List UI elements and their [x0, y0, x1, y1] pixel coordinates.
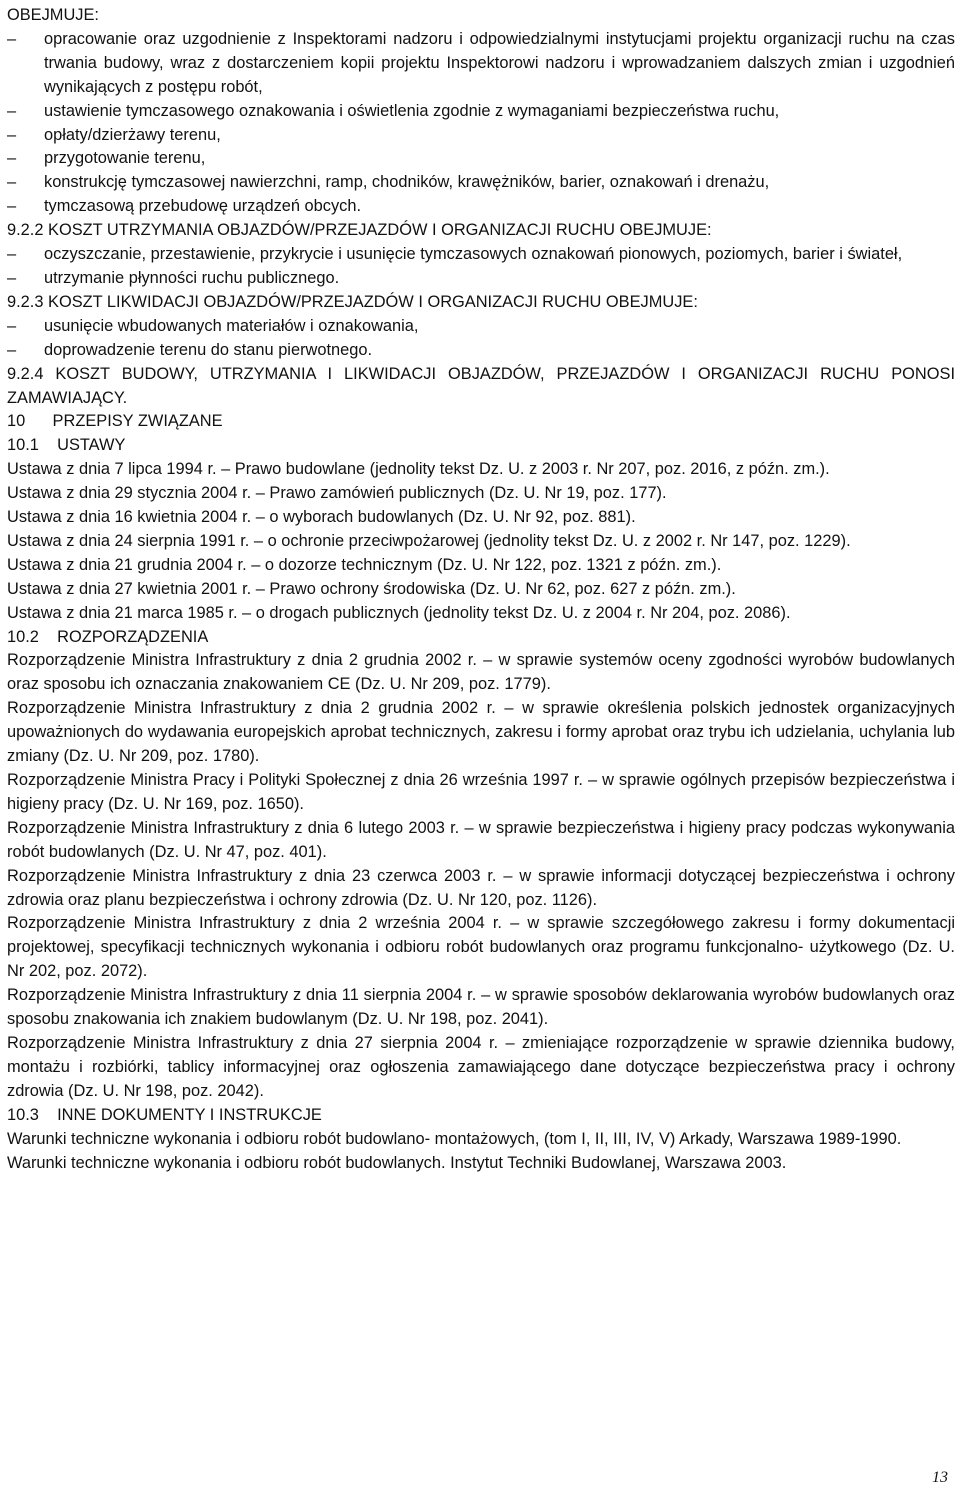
- rozporzadzenie-entry: Rozporządzenie Ministra Infrastruktury z dnia 2 grudnia 2002 r. – w sprawie systemów oceny zgodności wyrobów budowlanych oraz sposobu ich oznaczania znakowaniem CE (Dz. U. Nr 209, poz. 1779).: [7, 651, 955, 694]
- rozporzadzenia-list: [7, 649, 955, 1103]
- ustawa-entry: Ustawa z dnia 16 kwietnia 2004 r. – o wyborach budowlanych (Dz. U. Nr 92, poz. 881).: [7, 508, 636, 527]
- section-10-3-heading: 10.3 INNE DOKUMENTY I INSTRUKCJE: [7, 1105, 322, 1124]
- rozporzadzenie-entry: Rozporządzenie Ministra Infrastruktury z dnia 6 lutego 2003 r. – w sprawie bezpieczeństwa i higieny pracy podczas wykonywania robót budowlanych (Dz. U. Nr 47, poz. 401).: [7, 818, 955, 861]
- ustawa-entry: Ustawa z dnia 27 kwietnia 2001 r. – Prawo ochrony środowiska (Dz. U. Nr 62, poz. 627 z późn. zm.).: [7, 579, 736, 598]
- ustawa-entry: Ustawa z dnia 21 marca 1985 r. – o drogach publicznych (jednolity tekst Dz. U. z 2004 r. Nr 204, poz. 2086).: [7, 603, 791, 622]
- rozporzadzenie-entry: Rozporządzenie Ministra Infrastruktury z dnia 2 grudnia 2002 r. – w sprawie określenia polskich jednostek organizacyjnych upoważnionych do wydawania europejskich aprobat technicznych, zakresu i formy aprobat oraz trybu ich udzielania, uchylania lub zmiany (Dz. U. Nr 209, poz. 1780).: [7, 699, 955, 766]
- ustawa-entry: Ustawa z dnia 29 stycznia 2004 r. – Prawo zamówień publicznych (Dz. U. Nr 19, poz. 177).: [7, 484, 667, 503]
- list-item-text: utrzymanie płynności ruchu publicznego.: [44, 268, 340, 287]
- list-item: – opracowanie oraz uzgodnienie z Inspektorami nadzoru i odpowiedzialnymi instytucjami projektu organizacji ruchu na czas trwania budowy, wraz z dostarczeniem kopii projektu Inspektorowi nadzoru i wprowadzaniem dalszych zmian i uzgodnień wynikających z postępu robót,: [7, 28, 955, 100]
- list-item-text: przygotowanie terenu,: [44, 149, 206, 168]
- section-10-2-heading: 10.2 ROZPORZĄDZENIA: [7, 627, 209, 646]
- dokument-entry: Warunki techniczne wykonania i odbioru robót budowlano- montażowych, (tom I, II, III, IV, V) Arkady, Warszawa 1989-1990.: [7, 1129, 902, 1148]
- section-9-2-2-heading: 9.2.2 KOSZT UTRZYMANIA OBJAZDÓW/PRZEJAZDÓW I ORGANIZACJI RUCHU OBEJMUJE:: [7, 221, 712, 240]
- list-item: – oczyszczanie, przestawienie, przykrycie i usunięcie tymczasowych oznakowań pionowych, poziomych, barier i świateł,: [7, 243, 955, 267]
- inne-list: [7, 1128, 955, 1176]
- list-item-text: usunięcie wbudowanych materiałów i oznakowania,: [44, 316, 419, 335]
- list-item: – utrzymanie płynności ruchu publicznego.: [7, 267, 955, 291]
- list-item: – opłaty/dzierżawy terenu,: [7, 124, 955, 148]
- list-item: – tymczasową przebudowę urządzeń obcych.: [7, 195, 955, 219]
- list-item-text: ustawienie tymczasowego oznakowania i oświetlenia zgodnie z wymaganiami bezpieczeństwa ruchu,: [44, 101, 780, 120]
- page-number: 13: [932, 1469, 948, 1486]
- rozporzadzenie-entry: Rozporządzenie Ministra Infrastruktury z dnia 11 sierpnia 2004 r. – w sprawie sposobów deklarowania wyrobów budowlanych oraz sposobu znakowania ich znakiem budowlanym (Dz. U. Nr 198, poz. 2041).: [7, 986, 955, 1029]
- list-item-text: konstrukcję tymczasowej nawierzchni, ramp, chodników, krawężników, barier, oznakowań i drenażu,: [44, 173, 770, 192]
- ustawy-list: [7, 458, 955, 625]
- list-c: [7, 315, 955, 363]
- dokument-entry: Warunki techniczne wykonania i odbioru robót budowlanych. Instytut Techniki Budowlanej, Warszawa 2003.: [7, 1153, 787, 1172]
- intro-label: OBEJMUJE:: [7, 6, 99, 24]
- ustawa-entry: Ustawa z dnia 21 grudnia 2004 r. – o dozorze technicznym (Dz. U. Nr 122, poz. 1321 z późn. zm.).: [7, 555, 722, 574]
- ustawa-entry: Ustawa z dnia 24 sierpnia 1991 r. – o ochronie przeciwpożarowej (jednolity tekst Dz. U. z 2002 r. Nr 147, poz. 1229).: [7, 531, 851, 550]
- list-item-text: tymczasową przebudowę urządzeń obcych.: [44, 197, 362, 216]
- list-item: – konstrukcję tymczasowej nawierzchni, ramp, chodników, krawężników, barier, oznakowań i drenażu,: [7, 171, 955, 195]
- rozporzadzenie-entry: Rozporządzenie Ministra Infrastruktury z dnia 23 czerwca 2003 r. – w sprawie informacji dotyczącej bezpieczeństwa i ochrony zdrowia oraz planu bezpieczeństwa i ochrony zdrowia (Dz. U. Nr 120, poz. 1126).: [7, 866, 955, 909]
- list-item: – doprowadzenie terenu do stanu pierwotnego.: [7, 339, 955, 363]
- list-item-text: oczyszczanie, przestawienie, przykrycie i usunięcie tymczasowych oznakowań pionowych, poziomych, barier i świateł,: [44, 245, 903, 264]
- rozporzadzenie-entry: Rozporządzenie Ministra Infrastruktury z dnia 2 września 2004 r. – w sprawie szczegółowego zakresu i formy dokumentacji projektowej, specyfikacji technicznych wykonania i odbioru robót budowlanych oraz programu funkcjonalno- użytkowego (Dz. U. Nr 202, poz. 2072).: [7, 914, 955, 981]
- list-item-text: opracowanie oraz uzgodnienie z Inspektorami nadzoru i odpowiedzialnymi instytucjami projektu organizacji ruchu na czas trwania budowy, wraz z dostarczeniem kopii projektu Inspektorowi nadzoru i wprowadzaniem dalszych zmian i uzgodnień wynikających z postępu robót,: [44, 29, 955, 96]
- list-item-text: opłaty/dzierżawy terenu,: [44, 125, 221, 144]
- section-9-2-3-heading: 9.2.3 KOSZT LIKWIDACJI OBJAZDÓW/PRZEJAZDÓW I ORGANIZACJI RUCHU OBEJMUJE:: [7, 292, 698, 311]
- section-9-2-4-heading: 9.2.4 KOSZT BUDOWY, UTRZYMANIA I LIKWIDACJI OBJAZDÓW, PRZEJAZDÓW I ORGANIZACJI RUCHU PONOSI ZAMAWIAJĄCY.: [7, 364, 955, 407]
- rozporzadzenie-entry: Rozporządzenie Ministra Pracy i Polityki Społecznej z dnia 26 września 1997 r. – w sprawie ogólnych przepisów bezpieczeństwa i higieny pracy (Dz. U. Nr 169, poz. 1650).: [7, 771, 955, 813]
- list-item: – usunięcie wbudowanych materiałów i oznakowania,: [7, 315, 955, 339]
- list-item: – przygotowanie terenu,: [7, 147, 955, 171]
- list-item-text: doprowadzenie terenu do stanu pierwotnego.: [44, 340, 373, 359]
- rozporzadzenie-entry: Rozporządzenie Ministra Infrastruktury z dnia 27 sierpnia 2004 r. – zmieniające rozporządzenie w sprawie dziennika budowy, montażu i rozbiórki, tablicy informacyjnej oraz ogłoszenia zamawiającego dane dotyczące bezpieczeństwa pracy i ochrony zdrowia (Dz. U. Nr 198, poz. 2042).: [7, 1033, 955, 1100]
- section-10-heading: 10 PRZEPISY ZWIĄZANE: [7, 412, 223, 431]
- list-b: [7, 243, 955, 291]
- ustawa-entry: Ustawa z dnia 7 lipca 1994 r. – Prawo budowlane (jednolity tekst Dz. U. z 2003 r. Nr 207, poz. 2016, z późn. zm.).: [7, 460, 830, 479]
- section-10-1-heading: 10.1 USTAWY: [7, 436, 126, 455]
- list-item: – ustawienie tymczasowego oznakowania i oświetlenia zgodnie z wymaganiami bezpieczeństwa ruchu,: [7, 100, 955, 124]
- list-a: [7, 28, 955, 219]
- document-page: [7, 4, 955, 1175]
